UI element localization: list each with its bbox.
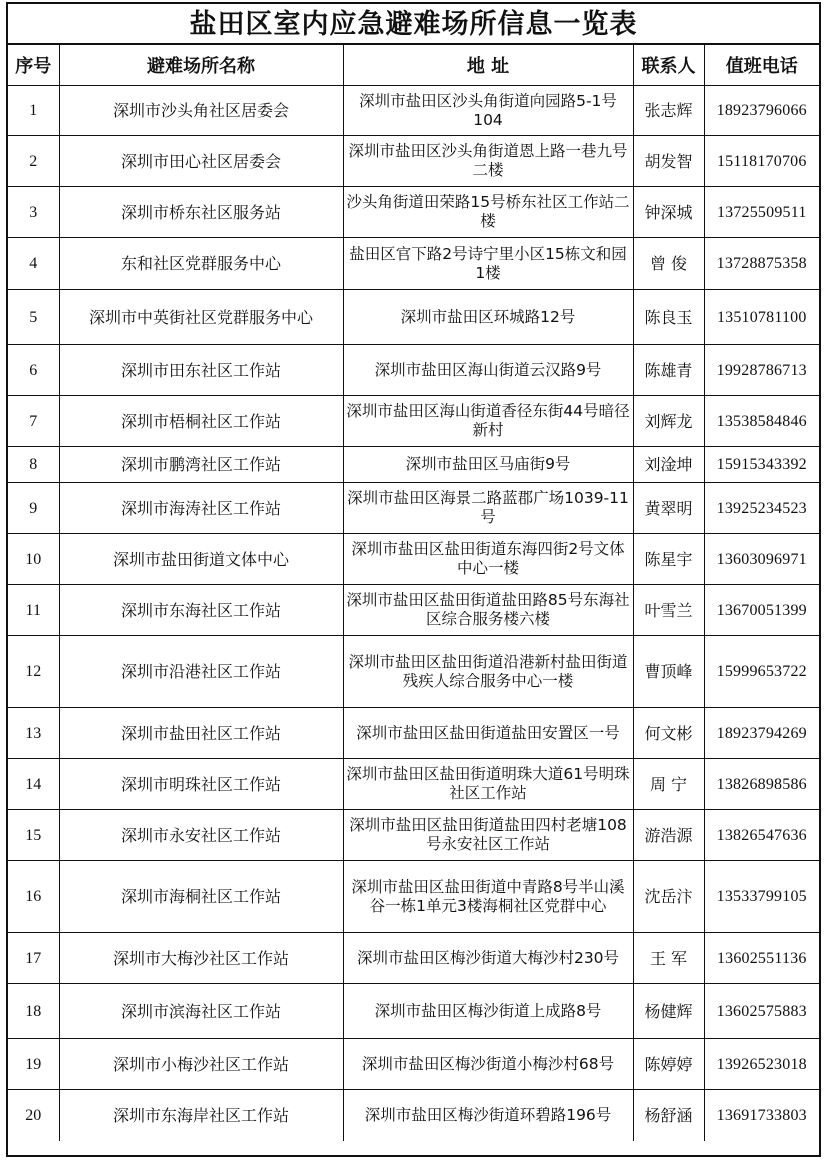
- cell-phone: 19928786713: [704, 345, 819, 396]
- cell-index: 5: [8, 290, 59, 345]
- cell-address: 深圳市盐田区海景二路蓝郡广场1039-11号: [343, 483, 633, 534]
- cell-index: 3: [8, 187, 59, 238]
- cell-phone: 13725509511: [704, 187, 819, 238]
- shelter-table: [8, 45, 819, 1141]
- cell-name: 深圳市明珠社区工作站: [59, 759, 343, 810]
- cell-address: 深圳市盐田区盐田街道盐田路85号东海社区综合服务楼六楼: [343, 585, 633, 636]
- cell-name: 深圳市东海社区工作站: [59, 585, 343, 636]
- cell-index: 13: [8, 708, 59, 759]
- cell-index: 18: [8, 984, 59, 1039]
- table-row: [8, 345, 819, 396]
- cell-address: 深圳市盐田区沙头角街道恩上路一巷九号二楼: [343, 136, 633, 187]
- cell-phone: 13728875358: [704, 238, 819, 290]
- cell-contact: 钟深城: [633, 187, 704, 238]
- table-header-row: [8, 45, 819, 86]
- cell-index: 2: [8, 136, 59, 187]
- table-row: [8, 636, 819, 708]
- cell-phone: 13603096971: [704, 534, 819, 585]
- cell-contact: 黄翠明: [633, 483, 704, 534]
- cell-contact: 陈婷婷: [633, 1039, 704, 1090]
- cell-address: 深圳市盐田区梅沙街道小梅沙村68号: [343, 1039, 633, 1090]
- cell-name: 深圳市滨海社区工作站: [59, 984, 343, 1039]
- cell-name: 深圳市小梅沙社区工作站: [59, 1039, 343, 1090]
- cell-name: 深圳市大梅沙社区工作站: [59, 933, 343, 984]
- cell-address: 深圳市盐田区海山街道香径东街44号暗径新村: [343, 396, 633, 447]
- cell-index: 6: [8, 345, 59, 396]
- cell-contact: 陈良玉: [633, 290, 704, 345]
- cell-contact: 刘淦坤: [633, 447, 704, 483]
- cell-index: 1: [8, 86, 59, 136]
- cell-name: 深圳市田东社区工作站: [59, 345, 343, 396]
- cell-index: 14: [8, 759, 59, 810]
- cell-contact: 沈岳汴: [633, 861, 704, 933]
- cell-address: 深圳市盐田区盐田街道盐田四村老塘108号永安社区工作站: [343, 810, 633, 861]
- table-row: [8, 238, 819, 290]
- cell-index: 16: [8, 861, 59, 933]
- table-row: [8, 810, 819, 861]
- cell-address: 深圳市盐田区梅沙街道上成路8号: [343, 984, 633, 1039]
- cell-name: 深圳市海桐社区工作站: [59, 861, 343, 933]
- cell-phone: 15999653722: [704, 636, 819, 708]
- cell-phone: 13926523018: [704, 1039, 819, 1090]
- cell-address: 深圳市盐田区马庙街9号: [343, 447, 633, 483]
- cell-phone: 13670051399: [704, 585, 819, 636]
- table-row: [8, 933, 819, 984]
- cell-contact: 杨健辉: [633, 984, 704, 1039]
- cell-index: 19: [8, 1039, 59, 1090]
- cell-contact: 胡发智: [633, 136, 704, 187]
- cell-address: 深圳市盐田区盐田街道东海四街2号文体中心一楼: [343, 534, 633, 585]
- cell-address: 深圳市盐田区盐田街道盐田安置区一号: [343, 708, 633, 759]
- cell-contact: 张志辉: [633, 86, 704, 136]
- cell-contact: 杨舒涵: [633, 1090, 704, 1141]
- shelter-info-sheet: [6, 2, 821, 1157]
- cell-address: 深圳市盐田区海山街道云汉路9号: [343, 345, 633, 396]
- table-row: [8, 1090, 819, 1141]
- header-index: 序号: [8, 45, 59, 86]
- cell-contact: 何文彬: [633, 708, 704, 759]
- table-row: [8, 534, 819, 585]
- cell-name: 深圳市盐田社区工作站: [59, 708, 343, 759]
- cell-phone: 13510781100: [704, 290, 819, 345]
- cell-contact: 曹顶峰: [633, 636, 704, 708]
- cell-index: 4: [8, 238, 59, 290]
- cell-index: 20: [8, 1090, 59, 1141]
- table-row: [8, 86, 819, 136]
- cell-contact: 陈星宇: [633, 534, 704, 585]
- cell-phone: 15118170706: [704, 136, 819, 187]
- cell-name: 深圳市鹏湾社区工作站: [59, 447, 343, 483]
- cell-address: 深圳市盐田区盐田街道明珠大道61号明珠社区工作站: [343, 759, 633, 810]
- cell-address: 深圳市盐田区梅沙街道环碧路196号: [343, 1090, 633, 1141]
- cell-name: 深圳市东海岸社区工作站: [59, 1090, 343, 1141]
- header-name: 避难场所名称: [59, 45, 343, 86]
- cell-name: 深圳市海涛社区工作站: [59, 483, 343, 534]
- cell-phone: 13691733803: [704, 1090, 819, 1141]
- cell-address: 深圳市盐田区环城路12号: [343, 290, 633, 345]
- page-title: 盐田区室内应急避难场所信息一览表: [8, 4, 819, 45]
- cell-address: 沙头角街道田荣路15号桥东社区工作站二楼: [343, 187, 633, 238]
- cell-phone: 18923794269: [704, 708, 819, 759]
- table-row: [8, 290, 819, 345]
- cell-name: 深圳市盐田街道文体中心: [59, 534, 343, 585]
- table-row: [8, 861, 819, 933]
- cell-phone: 13925234523: [704, 483, 819, 534]
- cell-address: 深圳市盐田区盐田街道中青路8号半山溪谷一栋1单元3楼海桐社区党群中心: [343, 861, 633, 933]
- cell-name: 深圳市梧桐社区工作站: [59, 396, 343, 447]
- cell-contact: 陈雄青: [633, 345, 704, 396]
- cell-phone: 13602551136: [704, 933, 819, 984]
- table-row: [8, 1039, 819, 1090]
- table-row: [8, 708, 819, 759]
- cell-contact: 周 宁: [633, 759, 704, 810]
- cell-name: 深圳市沿港社区工作站: [59, 636, 343, 708]
- cell-name: 深圳市永安社区工作站: [59, 810, 343, 861]
- table-row: [8, 136, 819, 187]
- table-row: [8, 483, 819, 534]
- cell-contact: 游浩源: [633, 810, 704, 861]
- cell-phone: 13826547636: [704, 810, 819, 861]
- cell-index: 12: [8, 636, 59, 708]
- table-row: [8, 984, 819, 1039]
- cell-address: 深圳市盐田区沙头角街道向园路5-1号104: [343, 86, 633, 136]
- cell-name: 东和社区党群服务中心: [59, 238, 343, 290]
- cell-contact: 叶雪兰: [633, 585, 704, 636]
- cell-phone: 13533799105: [704, 861, 819, 933]
- header-phone: 值班电话: [704, 45, 819, 86]
- cell-index: 17: [8, 933, 59, 984]
- cell-contact: 王 军: [633, 933, 704, 984]
- header-address: 地 址: [343, 45, 633, 86]
- cell-phone: 13602575883: [704, 984, 819, 1039]
- cell-address: 深圳市盐田区盐田街道沿港新村盐田街道残疾人综合服务中心一楼: [343, 636, 633, 708]
- cell-address: 盐田区官下路2号诗宁里小区15栋文和园1楼: [343, 238, 633, 290]
- cell-phone: 13538584846: [704, 396, 819, 447]
- table-row: [8, 187, 819, 238]
- cell-phone: 13826898586: [704, 759, 819, 810]
- cell-index: 9: [8, 483, 59, 534]
- cell-name: 深圳市中英街社区党群服务中心: [59, 290, 343, 345]
- cell-name: 深圳市桥东社区服务站: [59, 187, 343, 238]
- table-row: [8, 447, 819, 483]
- cell-phone: 15915343392: [704, 447, 819, 483]
- table-row: [8, 759, 819, 810]
- cell-name: 深圳市田心社区居委会: [59, 136, 343, 187]
- cell-index: 15: [8, 810, 59, 861]
- cell-index: 11: [8, 585, 59, 636]
- cell-phone: 18923796066: [704, 86, 819, 136]
- cell-name: 深圳市沙头角社区居委会: [59, 86, 343, 136]
- cell-index: 8: [8, 447, 59, 483]
- table-row: [8, 585, 819, 636]
- cell-address: 深圳市盐田区梅沙街道大梅沙村230号: [343, 933, 633, 984]
- cell-contact: 曾 俊: [633, 238, 704, 290]
- cell-index: 7: [8, 396, 59, 447]
- cell-index: 10: [8, 534, 59, 585]
- table-row: [8, 396, 819, 447]
- cell-contact: 刘辉龙: [633, 396, 704, 447]
- header-contact: 联系人: [633, 45, 704, 86]
